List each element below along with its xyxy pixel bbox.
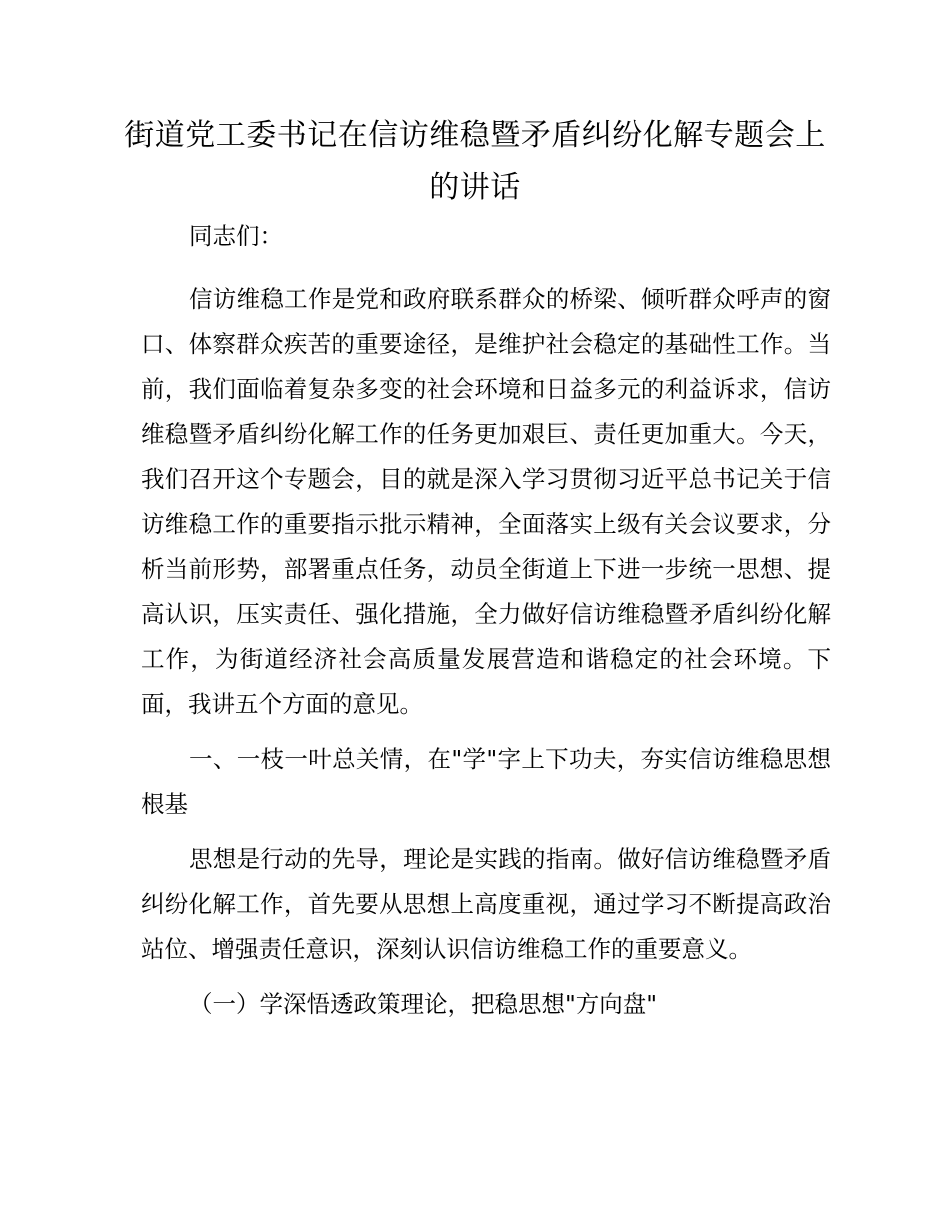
document-body [141, 214, 831, 1037]
section-heading-1: 一、一枝一叶总关情，在"学"字上下功夫，夯实信访维稳思想根基 [141, 745, 831, 818]
document-title: 街道党工委书记在信访维稳暨矛盾纠纷化解专题会上的讲话 [124, 118, 826, 205]
subsection-heading-1: （一）学深悟透政策理论，把稳思想"方向盘" [189, 990, 658, 1018]
salutation: 同志们： [189, 222, 283, 250]
section-1-paragraph: 思想是行动的先导，理论是实践的指南。做好信访维稳暨矛盾纠纷化解工作，首先要从思想上高度重视，通过学习不断提高政治站位、增强责任意识，深刻认识信访维稳工作的重要意义。 [141, 845, 831, 963]
intro-paragraph: 信访维稳工作是党和政府联系群众的桥梁、倾听群众呼声的窗口、体察群众疾苦的重要途径，是维护社会稳定的基础性工作。当前，我们面临着复杂多变的社会环境和日益多元的利益诉求，信访维稳暨矛盾纠纷化解工作的任务更加艰巨、责任更加重大。今天，我们召开这个专题会，目的就是深入学习贯彻习近平总书记关于信访维稳工作的重要指示批示精神，全面落实上级有关会议要求，分析当前形势，部署重点任务，动员全街道上下进一步统一思想、提高认识，压实责任、强化措施，全力做好信访维稳暨矛盾纠纷化解工作，为街道经济社会高质量发展营造和谐稳定的社会环境。下面，我讲五个方面的意见。 [141, 285, 831, 718]
